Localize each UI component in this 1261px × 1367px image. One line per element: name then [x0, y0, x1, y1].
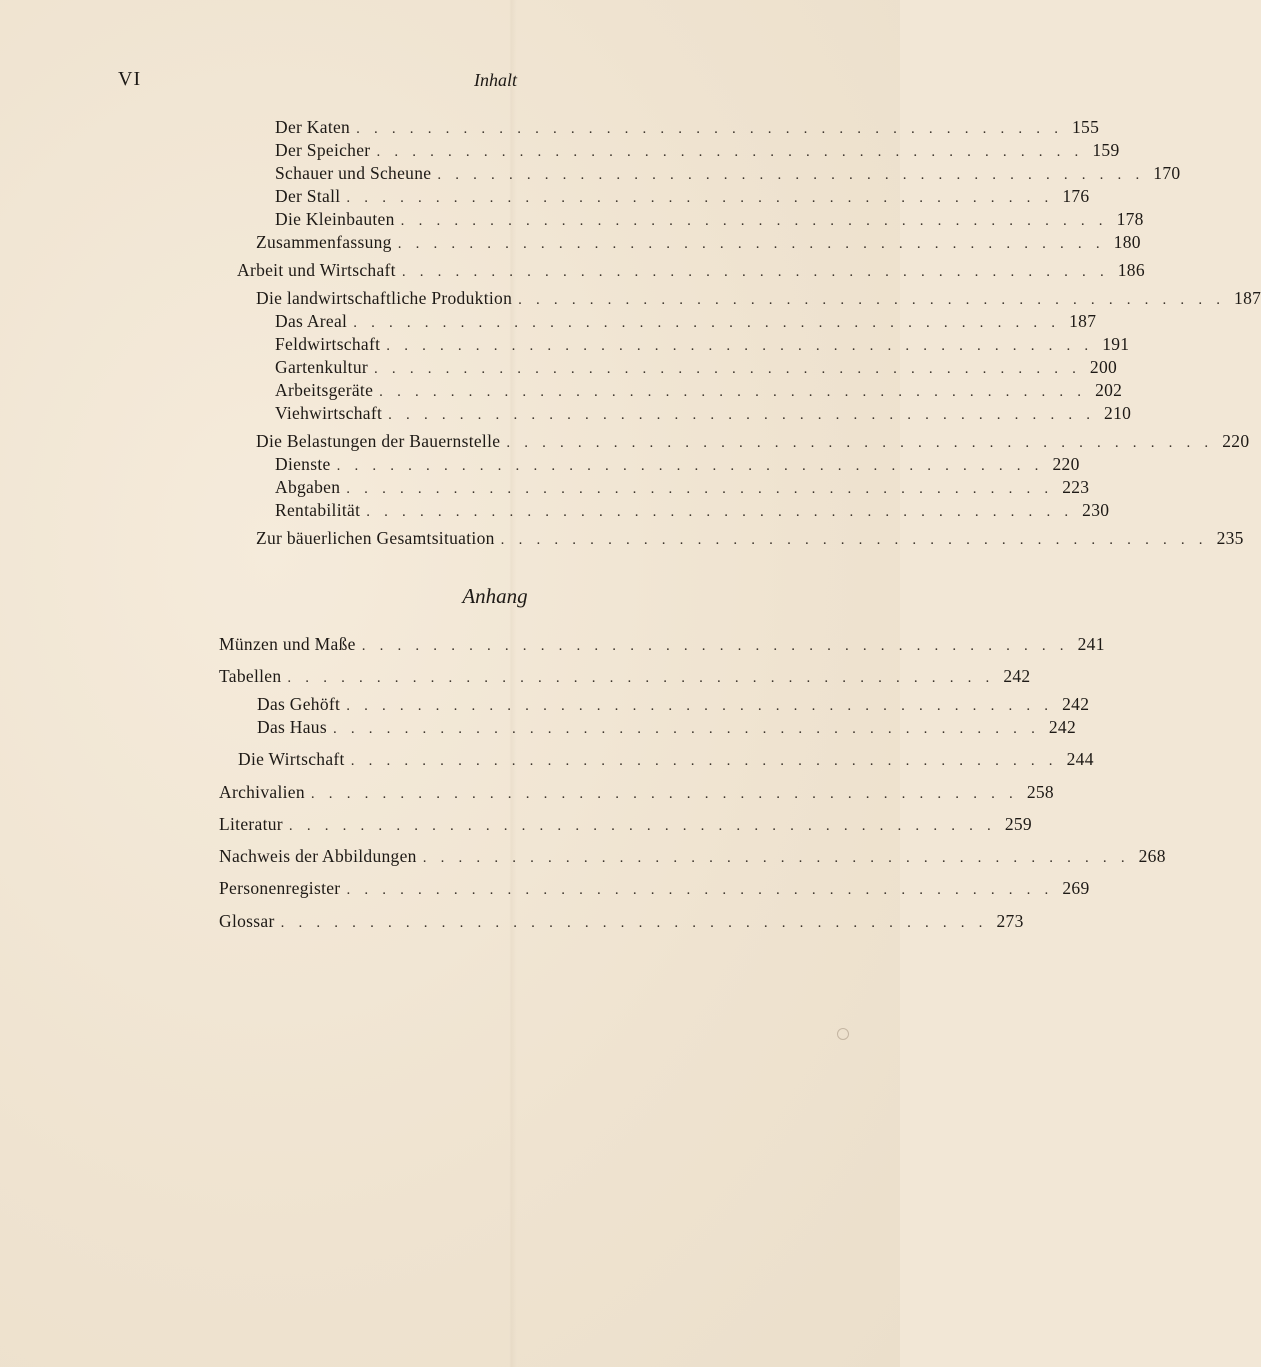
appendix-heading: Anhang	[462, 584, 528, 608]
leader-dots: . . . . . . . . . . . . . . . . . . . . . . . . . . . . . . . . . . . . . . . .	[346, 698, 1054, 714]
paper-speck	[837, 1028, 849, 1040]
toc-entry-label: Zur bäuerlichen Gesamtsituation	[256, 528, 495, 548]
leader-dots: . . . . . . . . . . . . . . . . . . . . . . . . . . . . . . . . . . . . . . . .	[288, 818, 996, 834]
toc-entry-page: 220	[1222, 431, 1250, 451]
leader-dots: . . . . . . . . . . . . . . . . . . . . . . . . . . . . . . . . . . . . . . . .	[361, 638, 1069, 654]
toc-entry[interactable]	[275, 380, 1123, 402]
appendix-entry-page: 242	[1062, 694, 1090, 714]
leader-dots: . . . . . . . . . . . . . . . . . . . . . . . . . . . . . . . . . . . . . . . .	[518, 292, 1226, 308]
toc-entry-label: Viehwirtschaft	[275, 403, 383, 423]
toc-entry-page: 178	[1116, 209, 1144, 229]
appendix-entry-page: 241	[1077, 634, 1105, 654]
leader-dots: . . . . . . . . . . . . . . . . . . . . . . . . . . . . . . . . . . . . . . . .	[500, 532, 1208, 548]
toc-entry-label: Rentabilität	[275, 500, 361, 520]
toc-entry-page: 187	[1069, 311, 1097, 331]
toc-entry[interactable]	[237, 260, 1145, 282]
toc-entry-label: Die Kleinbauten	[275, 209, 395, 229]
toc-entry-label: Gartenkultur	[275, 357, 369, 377]
appendix-entry[interactable]	[219, 911, 1024, 933]
toc-entry[interactable]	[256, 288, 1261, 310]
toc-entry-page: 210	[1104, 403, 1132, 423]
leader-dots: . . . . . . . . . . . . . . . . . . . . . . . . . . . . . . . . . . . . . . . .	[388, 407, 1096, 423]
toc-entry[interactable]	[275, 454, 1080, 476]
leader-dots: . . . . . . . . . . . . . . . . . . . . . . . . . . . . . . . . . . . . . . . .	[379, 384, 1087, 400]
appendix-entry-label: Das Gehöft	[257, 694, 341, 714]
appendix-entry-page: 242	[1003, 666, 1031, 686]
toc-entry-page: 159	[1092, 140, 1120, 160]
toc-entry-label: Abgaben	[275, 477, 341, 497]
running-head	[118, 68, 773, 94]
leader-dots: . . . . . . . . . . . . . . . . . . . . . . . . . . . . . . . . . . . . . . . .	[346, 882, 1054, 898]
leader-dots: . . . . . . . . . . . . . . . . . . . . . . . . . . . . . . . . . . . . . . . .	[310, 786, 1018, 802]
appendix-entry-page: 242	[1048, 717, 1077, 737]
leader-dots: . . . . . . . . . . . . . . . . . . . . . . . . . . . . . . . . . . . . . . . .	[332, 721, 1041, 737]
toc-entry-page: 235	[1216, 528, 1244, 548]
appendix-entry[interactable]	[257, 717, 1077, 739]
toc-entry-page: 202	[1095, 380, 1123, 400]
leader-dots: . . . . . . . . . . . . . . . . . . . . . . . . . . . . . . . . . . . . . . . .	[437, 167, 1145, 183]
toc-entry[interactable]	[275, 357, 1118, 379]
appendix-entry-label: Personenregister	[219, 878, 341, 898]
toc-entry[interactable]	[275, 140, 1120, 162]
toc-entry-label: Arbeitsgeräte	[275, 380, 374, 400]
leader-dots: . . . . . . . . . . . . . . . . . . . . . . . . . . . . . . . . . . . . . . . .	[280, 915, 988, 931]
toc-entry[interactable]	[275, 403, 1132, 425]
appendix-entry-label: Glossar	[219, 911, 275, 931]
appendix-entry-label: Archivalien	[219, 782, 305, 802]
leader-dots: . . . . . . . . . . . . . . . . . . . . . . . . . . . . . . . . . . . . . . . .	[346, 481, 1054, 497]
leader-dots: . . . . . . . . . . . . . . . . . . . . . . . . . . . . . . . . . . . . . . . .	[346, 190, 1054, 206]
leader-dots: . . . . . . . . . . . . . . . . . . . . . . . . . . . . . . . . . . . . . . . .	[374, 361, 1082, 377]
appendix-entry[interactable]	[238, 749, 1094, 771]
toc-entry[interactable]	[275, 117, 1100, 139]
appendix-entry[interactable]	[219, 846, 1166, 868]
toc-entry[interactable]	[275, 311, 1097, 333]
toc-entry[interactable]	[275, 500, 1110, 522]
toc-entry[interactable]	[275, 334, 1130, 356]
leader-dots: . . . . . . . . . . . . . . . . . . . . . . . . . . . . . . . . . . . . . . . .	[336, 458, 1044, 474]
toc-entry-label: Dienste	[275, 454, 331, 474]
toc-entry-label: Der Katen	[275, 117, 351, 137]
leader-dots: . . . . . . . . . . . . . . . . . . . . . . . . . . . . . . . . . . . . . . . .	[422, 850, 1130, 866]
appendix-entry-label: Tabellen	[219, 666, 282, 686]
appendix-entry-page: 244	[1066, 749, 1094, 769]
appendix-entry-page: 273	[996, 911, 1024, 931]
toc-entry-page: 230	[1082, 500, 1110, 520]
appendix-entry-page: 259	[1004, 814, 1032, 834]
appendix-entry-label: Literatur	[219, 814, 283, 834]
toc-entry-label: Die landwirtschaftliche Produktion	[256, 288, 513, 308]
toc-entry-page: 155	[1072, 117, 1100, 137]
leader-dots: . . . . . . . . . . . . . . . . . . . . . . . . . . . . . . . . . . . . . . . .	[287, 670, 995, 686]
appendix-entry[interactable]	[219, 878, 1090, 900]
toc-entry-page: 191	[1102, 334, 1130, 354]
toc-entry[interactable]	[275, 477, 1090, 499]
toc-entry[interactable]	[275, 186, 1090, 208]
appendix-entry-label: Das Haus	[257, 717, 327, 737]
leader-dots: . . . . . . . . . . . . . . . . . . . . . . . . . . . . . . . . . . . . . . . .	[366, 504, 1074, 520]
toc-entry[interactable]	[256, 431, 1250, 453]
running-head-title: Inhalt	[474, 70, 517, 90]
toc-entry-label: Zusammenfassung	[256, 232, 392, 252]
toc-entry[interactable]	[256, 232, 1141, 254]
toc-entry[interactable]	[275, 209, 1144, 231]
leader-dots: . . . . . . . . . . . . . . . . . . . . . . . . . . . . . . . . . . . . . . . .	[506, 435, 1214, 451]
toc-entry-page: 223	[1062, 477, 1090, 497]
appendix-entry-label: Münzen und Maße	[219, 634, 356, 654]
toc-entry-label: Der Speicher	[275, 140, 371, 160]
toc-entry-page: 186	[1117, 260, 1145, 280]
leader-dots: . . . . . . . . . . . . . . . . . . . . . . . . . . . . . . . . . . . . . . . .	[353, 315, 1061, 331]
appendix-entry[interactable]	[257, 694, 1090, 716]
appendix-entry-label: Nachweis der Abbildungen	[219, 846, 417, 866]
toc-entry-label: Das Areal	[275, 311, 348, 331]
appendix-entry[interactable]	[219, 666, 1031, 688]
toc-entry-page: 220	[1052, 454, 1080, 474]
appendix-entry-page: 269	[1062, 878, 1090, 898]
leader-dots: . . . . . . . . . . . . . . . . . . . . . . . . . . . . . . . . . . . . . . . .	[350, 753, 1058, 769]
leader-dots: . . . . . . . . . . . . . . . . . . . . . . . . . . . . . . . . . . . . . . . .	[400, 213, 1108, 229]
leader-dots: . . . . . . . . . . . . . . . . . . . . . . . . . . . . . . . . . . . . . . . .	[376, 144, 1084, 160]
appendix-entry[interactable]	[219, 782, 1054, 804]
appendix-entry-label: Die Wirtschaft	[238, 749, 345, 769]
appendix-entry[interactable]	[219, 634, 1105, 656]
toc-entry-label: Schauer und Scheune	[275, 163, 432, 183]
leader-dots: . . . . . . . . . . . . . . . . . . . . . . . . . . . . . . . . . . . . . . . .	[386, 338, 1094, 354]
toc-entry-page: 200	[1089, 357, 1118, 377]
leader-dots: . . . . . . . . . . . . . . . . . . . . . . . . . . . . . . . . . . . . . . . .	[401, 264, 1109, 280]
toc-entry-label: Arbeit und Wirtschaft	[237, 260, 396, 280]
toc-entry-label: Der Stall	[275, 186, 341, 206]
page-folio: VI	[118, 68, 142, 90]
toc-entry-page: 176	[1062, 186, 1090, 206]
toc-entry-label: Die Belastungen der Bauernstelle	[256, 431, 501, 451]
toc-entry[interactable]	[275, 163, 1181, 185]
leader-dots: . . . . . . . . . . . . . . . . . . . . . . . . . . . . . . . . . . . . . . . .	[356, 121, 1064, 137]
toc-entry[interactable]	[256, 528, 1244, 550]
leader-dots: . . . . . . . . . . . . . . . . . . . . . . . . . . . . . . . . . . . . . . . .	[397, 236, 1105, 252]
appendix-entry[interactable]	[219, 814, 1032, 836]
toc-entry-label: Feldwirtschaft	[275, 334, 381, 354]
appendix-entry-page: 268	[1138, 846, 1166, 866]
appendix-entry-page: 258	[1026, 782, 1054, 802]
toc-entry-page: 187	[1234, 288, 1261, 308]
toc-entry-page: 180	[1113, 232, 1141, 252]
toc-entry-page: 170	[1153, 163, 1181, 183]
